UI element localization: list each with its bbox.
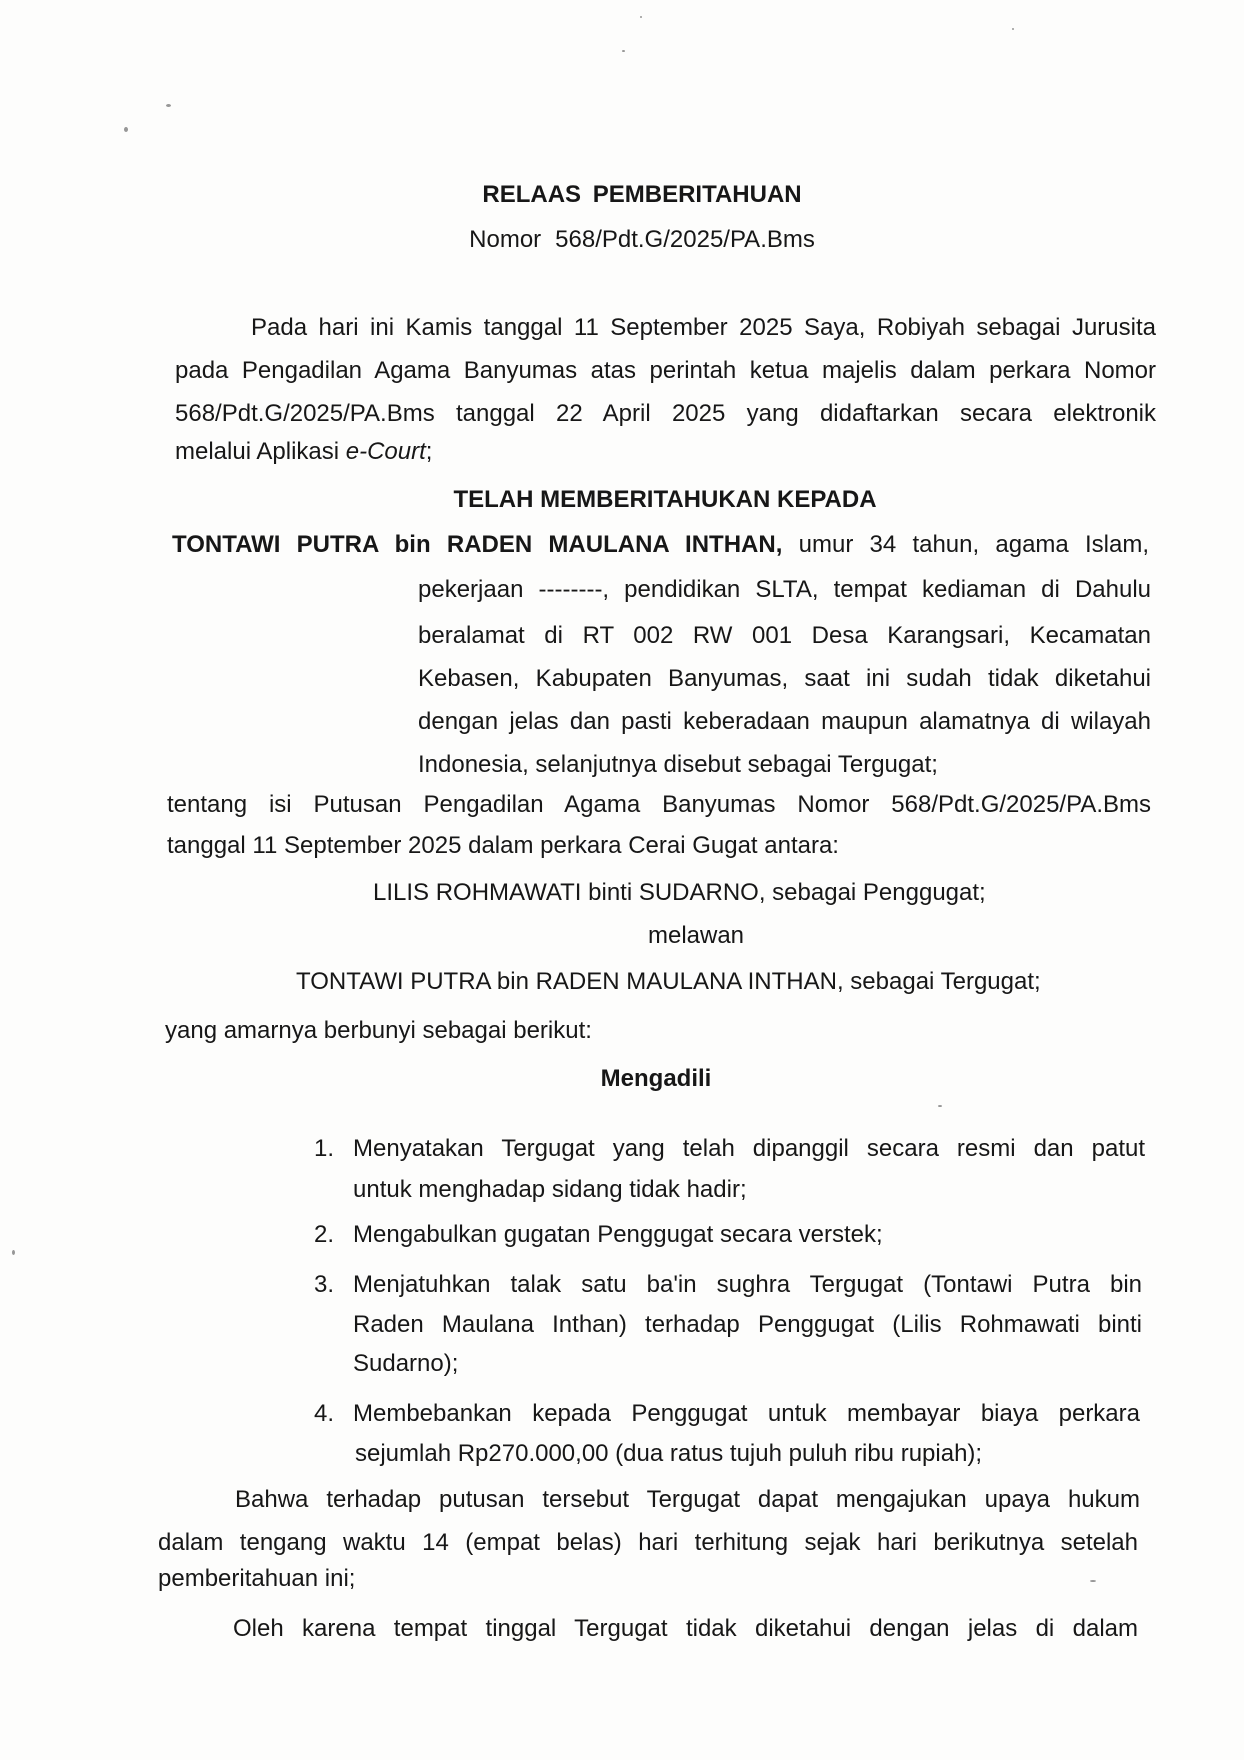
verdict-item-line: sejumlah Rp270.000,00 (dua ratus tujuh puluh ribu rupiah); <box>355 1440 983 1467</box>
recipient-detail-line: beralamat di RT 002 RW 001 Desa Karangsari, Kecamatan <box>418 622 1151 649</box>
case-number-value: 568/Pdt.G/2025/PA.Bms <box>555 226 815 253</box>
scan-speck <box>1090 1580 1096 1582</box>
notice-heading: TELAH MEMBERITAHUKAN KEPADA <box>453 486 877 513</box>
verdict-item-line: Menyatakan Tergugat yang telah dipanggil secara resmi dan patut <box>353 1135 1145 1162</box>
scan-speck <box>938 1105 942 1107</box>
document-title: RELAAS PEMBERITAHUAN <box>482 181 802 208</box>
appeal-line: pemberitahuan ini; <box>158 1565 356 1592</box>
scan-speck <box>12 1250 15 1255</box>
case-number-line <box>469 226 815 254</box>
versus-line: melawan <box>647 922 745 949</box>
recipient-name: TONTAWI PUTRA bin RADEN MAULANA INTHAN, <box>172 531 783 558</box>
case-number-label: Nomor <box>469 226 542 253</box>
subject-line: tentang isi Putusan Pengadilan Agama Banyumas Nomor 568/Pdt.G/2025/PA.Bms <box>167 791 1151 818</box>
recipient-detail-line: dengan jelas dan pasti keberadaan maupun alamatnya di wilayah <box>418 708 1151 735</box>
scan-speck <box>124 127 128 132</box>
verdict-item-line: Menjatuhkan talak satu ba'in sughra Tergugat (Tontawi Putra bin <box>353 1271 1142 1298</box>
verdict-item-number: 4. <box>314 1400 335 1427</box>
app-name: e-Court <box>345 438 426 465</box>
recipient-line <box>172 531 1149 559</box>
defendant-line: TONTAWI PUTRA bin RADEN MAULANA INTHAN, sebagai Tergugat; <box>296 968 1041 995</box>
opening-prefix: melalui Aplikasi <box>175 438 340 465</box>
appeal-line: Bahwa terhadap putusan tersebut Tergugat dapat mengajukan upaya hukum <box>235 1486 1140 1513</box>
subject-line: tanggal 11 September 2025 dalam perkara Cerai Gugat antara: <box>167 832 839 859</box>
recipient-detail-line: pekerjaan --------, pendidikan SLTA, tempat kediaman di Dahulu <box>418 576 1151 603</box>
plaintiff-line: LILIS ROHMAWATI binti SUDARNO, sebagai Penggugat; <box>373 879 986 906</box>
scan-speck <box>166 104 171 107</box>
opening-line: pada Pengadilan Agama Banyumas atas perintah ketua majelis dalam perkara Nomor <box>175 357 1156 384</box>
verdict-item-line: Raden Maulana Inthan) terhadap Penggugat (Lilis Rohmawati binti <box>353 1311 1142 1338</box>
opening-suffix: ; <box>425 438 433 465</box>
scan-speck <box>622 50 625 52</box>
scan-speck <box>1012 28 1014 30</box>
verdict-item-line: Sudarno); <box>353 1350 459 1377</box>
opening-line: 568/Pdt.G/2025/PA.Bms tanggal 22 April 2025 yang didaftarkan secara elektronik <box>175 400 1156 427</box>
appeal-line: dalam tengang waktu 14 (empat belas) hari terhitung sejak hari berikutnya setelah <box>158 1529 1138 1556</box>
verdict-item-line: Mengabulkan gugatan Penggugat secara verstek; <box>353 1221 883 1248</box>
opening-line-last <box>175 438 432 466</box>
verdict-item-number: 1. <box>314 1135 335 1162</box>
verdict-intro: yang amarnya berbunyi sebagai berikut: <box>165 1017 592 1044</box>
closing-line: Oleh karena tempat tinggal Tergugat tidak diketahui dengan jelas di dalam <box>233 1615 1138 1642</box>
verdict-heading: Mengadili <box>600 1065 712 1092</box>
recipient-detail-line: Kebasen, Kabupaten Banyumas, saat ini sudah tidak diketahui <box>418 665 1151 692</box>
verdict-item-number: 3. <box>314 1271 335 1298</box>
recipient-detail-line: Indonesia, selanjutnya disebut sebagai Tergugat; <box>418 751 938 778</box>
verdict-item-line: untuk menghadap sidang tidak hadir; <box>353 1176 747 1203</box>
verdict-item-number: 2. <box>314 1221 335 1248</box>
scan-speck <box>640 16 642 18</box>
recipient-age-religion: umur 34 tahun, agama Islam, <box>798 531 1150 558</box>
verdict-item-line: Membebankan kepada Penggugat untuk membayar biaya perkara <box>353 1400 1140 1427</box>
opening-line: Pada hari ini Kamis tanggal 11 September 2025 Saya, Robiyah sebagai Jurusita <box>251 314 1156 341</box>
